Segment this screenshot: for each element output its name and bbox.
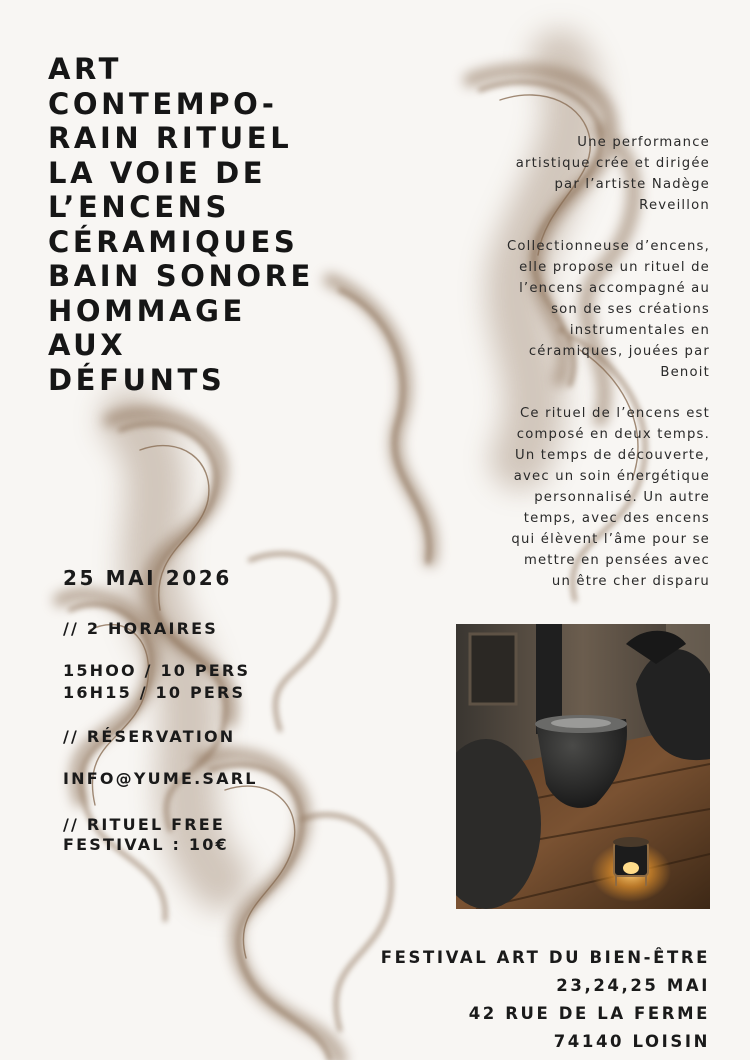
description-line: Reveillon <box>639 198 710 213</box>
event-date: 25 MAI 2026 <box>63 566 232 590</box>
time-slot-2: 16H15 / 10 PERS <box>63 683 246 702</box>
time-slot-1: 15HOO / 10 PERS <box>63 661 251 680</box>
description-line: Ce rituel de l’encens est <box>519 406 710 421</box>
description-line: Collectionneuse d’encens, <box>506 239 710 254</box>
title-line: CONTEMPO- <box>48 86 278 121</box>
description-line: son de ses créations <box>551 302 710 317</box>
description-line: l’encens accompagné au <box>519 281 710 296</box>
title-line: L’ENCENS <box>48 190 230 224</box>
description-line: un être cher disparu <box>551 574 710 589</box>
title-line: ART <box>48 52 123 86</box>
description-line: mettre en pensées avec <box>523 553 710 568</box>
horaires-label: // 2 HORAIRES <box>63 619 218 638</box>
title-line: CÉRAMIQUES <box>48 224 299 259</box>
description-line: instrumentales en <box>569 323 710 338</box>
poster-title <box>48 52 314 397</box>
festival-info <box>381 944 710 1056</box>
email-contact[interactable]: INFO@YUME.SARL <box>63 769 258 788</box>
title-line: BAIN SONORE <box>48 259 314 293</box>
photo-illustration <box>456 624 710 909</box>
description-line: Benoit <box>660 365 710 380</box>
festival-name: FESTIVAL ART DU BIEN-ÊTRE <box>380 948 710 967</box>
title-line: AUX <box>48 328 127 362</box>
description-line: elle propose un rituel de <box>519 260 710 275</box>
description-line: céramiques, jouées par <box>528 344 710 359</box>
reservation-label: // RÉSERVATION <box>63 727 236 746</box>
incense-ceramics-photo <box>456 624 710 909</box>
price-line-1: // RITUEL FREE <box>63 815 226 834</box>
description-line: composé en deux temps. <box>516 427 710 442</box>
description-line: par l’artiste Nadège <box>554 177 710 192</box>
description-line: personnalisé. Un autre <box>534 490 710 505</box>
festival-street: 42 RUE DE LA FERME <box>468 1004 710 1023</box>
title-line: DÉFUNTS <box>48 362 226 397</box>
description-line: qui élèvent l’âme pour se <box>511 532 710 547</box>
title-line: HOMMAGE <box>48 293 246 328</box>
title-line: RAIN RITUEL <box>48 121 293 155</box>
price-line-2: FESTIVAL : 10€ <box>63 835 229 854</box>
description-line: Une performance <box>577 135 710 150</box>
description-intro <box>410 132 710 216</box>
description-ritual <box>410 403 710 592</box>
description-line: temps, avec des encens <box>523 511 710 526</box>
description-line: artistique crée et dirigée <box>515 156 710 171</box>
description-line: Un temps de découverte, <box>514 448 710 463</box>
description-artist <box>410 236 710 383</box>
festival-city: 74140 LOISIN <box>553 1032 710 1051</box>
title-line: LA VOIE DE <box>48 155 267 190</box>
festival-dates: 23,24,25 MAI <box>556 976 710 995</box>
description-line: avec un soin énergétique <box>513 469 710 484</box>
